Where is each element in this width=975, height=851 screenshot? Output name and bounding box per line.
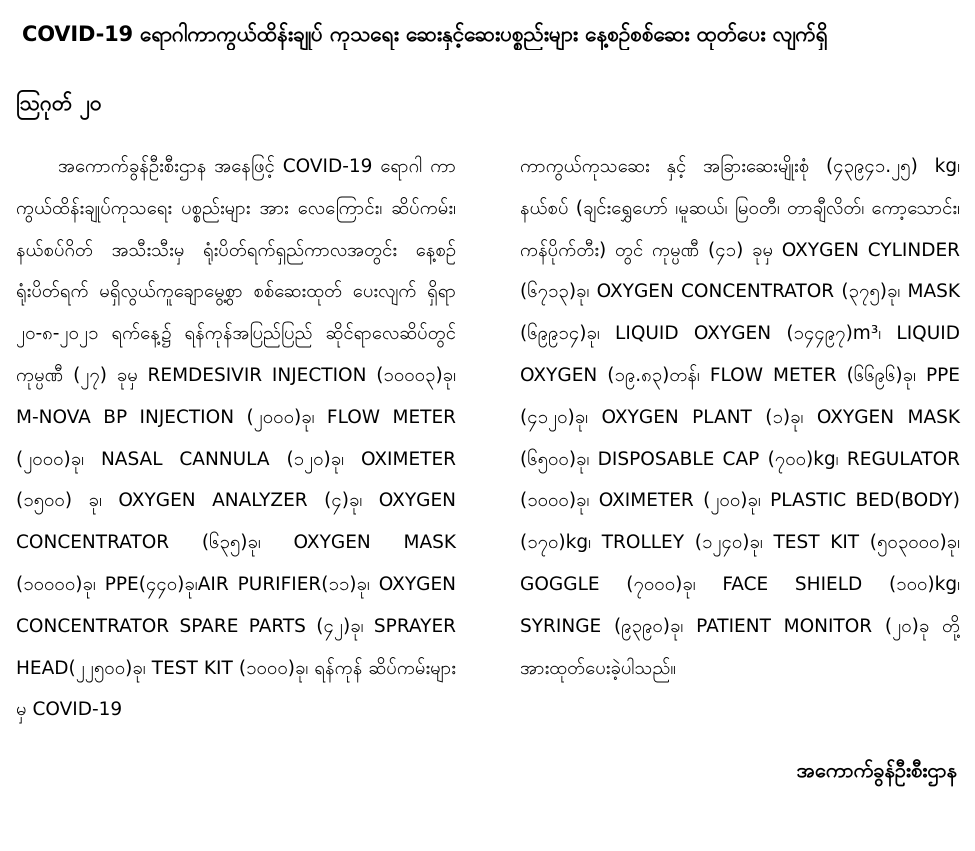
left-column	[16, 146, 456, 731]
article-dateline: ဩဂုတ် ၂၀	[16, 91, 102, 115]
right-column-paragraph: ကာကွယ်ကုသဆေး နှင့် အခြားဆေးမျိုးစုံ (၄၃၉၄၁.၂၅) kg၊ နယ်စပ် (ချင်းရွှေဟော် ၊မူဆယ်၊ မြဝတီ၊ တာချီလိတ်၊ ကော့သောင်း၊ ကန်ပိုက်တီး) တွင် ကုမ္ပဏီ (၄၁) ခုမှ OXYGEN CYLINDER (၆၇၁၃)ခု၊ OXYGEN CONCENTRATOR (၃၇၅)ခု၊ MASK (၆၉၉၁၄)ခု၊ LIQUID OXYGEN (၁၄၄၉၇)m³၊ LIQUID OXYGEN (၁၉.၈၃)တန်၊ FLOW METER (၆၆၉၆)ခု၊ PPE (၄၁၂၀)ခု၊ OXYGEN PLANT (၁)ခု၊ OXYGEN MASK (၆၅၀၀)ခု၊ DISPOSABLE CAP (၇၀၀)kg၊ REGULATOR (၁၀၀၀)ခု၊ OXIMETER (၂၀၀)ခု၊ PLASTIC BED(BODY) (၁၇၀)kg၊ TROLLEY (၁၂၄၀)ခု၊ TEST KIT (၅၀၃၀၀၀)ခု၊ GOGGLE (၇၀၀၀)ခု၊ FACE SHIELD (၁၀၀)kg၊ SYRINGE (၉၃၉၀)ခု၊ PATIENT MONITOR (၂၀)ခု တို့အားထုတ်ပေးခဲ့ပါသည်။	[520, 156, 960, 679]
article-headline: COVID-19 ရောဂါကာကွယ်ထိန်းချုပ် ကုသရေး ဆေးနှင့်ဆေးပစ္စည်းများ နေ့စဉ်စစ်ဆေး ထုတ်ပေး လျက်ရှိ	[22, 22, 828, 46]
left-column-paragraph: အကောက်ခွန်ဦးစီးဌာန အနေဖြင့် COVID-19 ရောဂါ ကာကွယ်ထိန်းချုပ်ကုသရေး ပစ္စည်းများ အား လေကြောင်း၊ ဆိပ်ကမ်း၊ နယ်စပ်ဂိတ် အသီးသီးမှ ရုံးပိတ်ရက်ရှည်ကာလအတွင်း နေ့စဉ်ရုံးပိတ်ရက် မရှိလွယ်ကူချောမွေ့စွာ စစ်ဆေးထုတ် ပေးလျက် ရှိရာ ၂၀-၈-၂၀၂၁ ရက်နေ့၌ ရန်ကုန်အပြည်ပြည် ဆိုင်ရာလေဆိပ်တွင် ကုမ္ပဏီ (၂၇) ခုမှ REMDESIVIR INJECTION (၁၀၀၀၃)ခု၊ M-NOVA BP INJECTION (၂၀၀၀)ခု၊ FLOW METER (၂၀၀၀)ခု၊ NASAL CANNULA (၁၂၀)ခု၊ OXIMETER (၁၅၀၀) ခု၊ OXYGEN ANALYZER (၄)ခု၊ OXYGEN CONCENTRATOR (၆၃၅)ခု၊ OXYGEN MASK (၁၀၀၀၀)ခု၊ PPE(၄၄၀)ခု၊AIR PURIFIER(၁၁)ခု၊ OXYGEN CONCENTRATOR SPARE PARTS (၄၂)ခု၊ SPRAYER HEAD(၂၂၅၀၀)ခု၊ TEST KIT (၁၀၀၀)ခု၊ ရန်ကုန် ဆိပ်ကမ်းများမှ COVID-19	[16, 156, 456, 721]
article-signature: အကောက်ခွန်ဦးစီးဌာန	[796, 758, 957, 782]
right-column	[520, 146, 960, 689]
